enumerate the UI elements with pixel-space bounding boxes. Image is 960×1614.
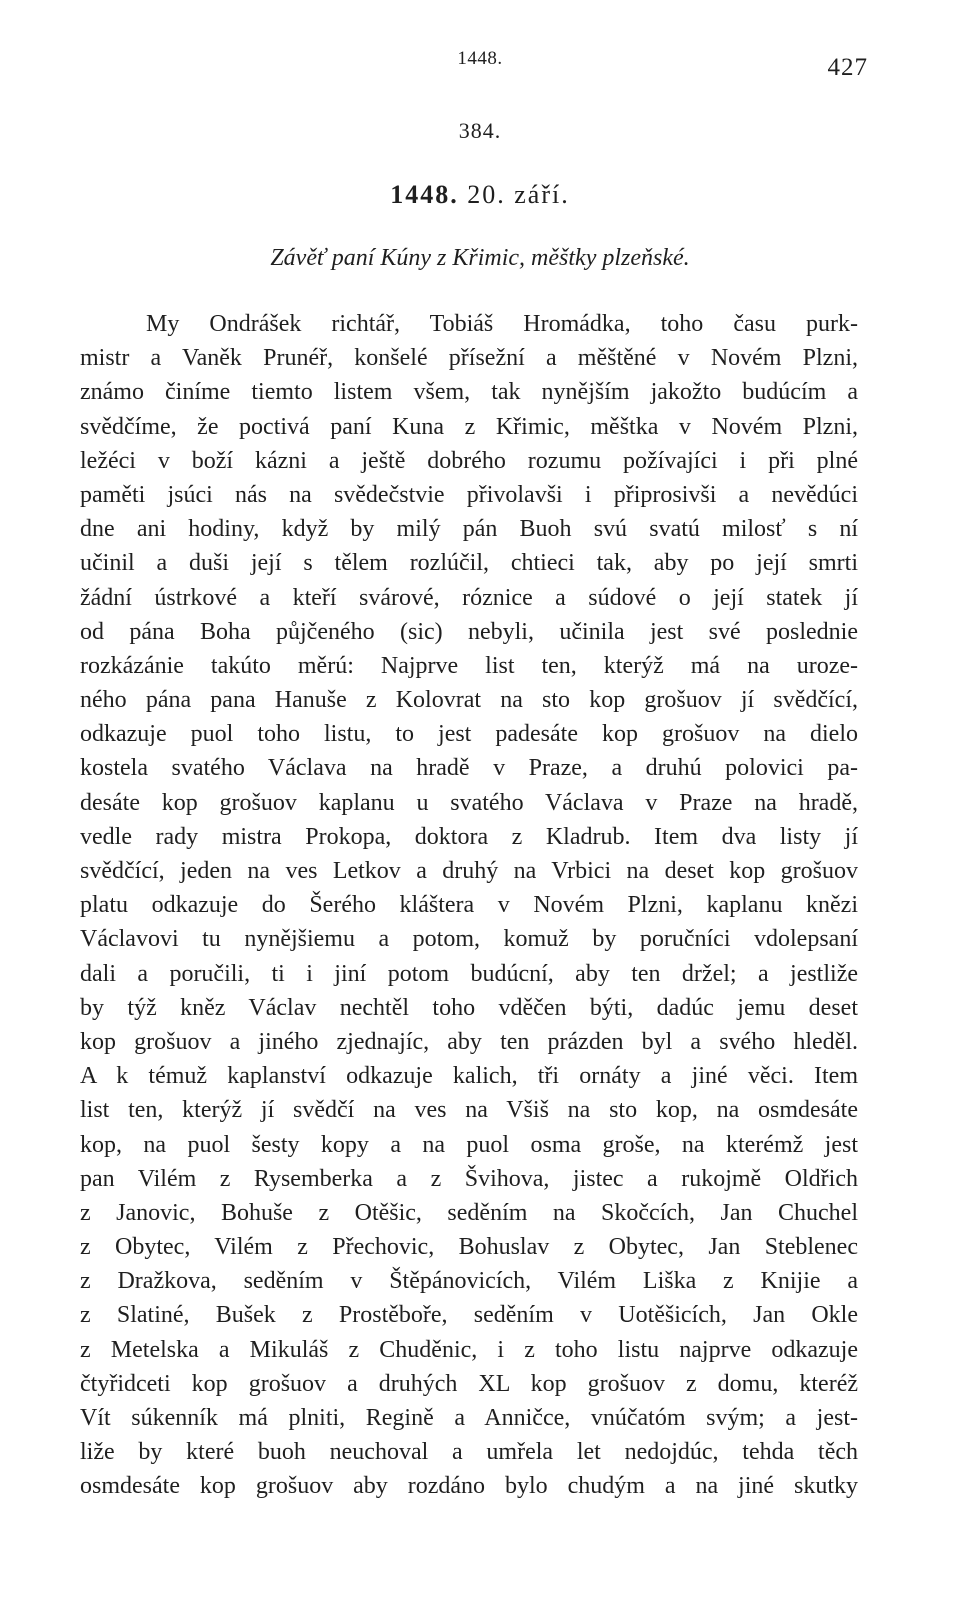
text-line: z Janovic, Bohuše z Otěšic, seděním na Skočcích, Jan Chuchel <box>80 1199 858 1226</box>
text-line: známo činíme tiemto listem všem, tak nynějším jakožto budúcím a <box>80 379 858 406</box>
document-date-year: 1448. <box>390 180 459 209</box>
text-line: z Dražkova, seděním v Štěpánovicích, Vilém Liška z Knijie a <box>80 1268 858 1295</box>
text-line: čtyřidceti kop grošuov a druhých XL kop grošuov z domu, kteréž <box>80 1370 858 1397</box>
text-line: pan Vilém z Rysemberka a z Švihova, jistec a rukojmě Oldřich <box>80 1165 858 1192</box>
running-head <box>0 48 960 81</box>
text-line: Vít súkenník má plniti, Regině a Anničce, vnúčatóm svým; a jest- <box>80 1405 858 1431</box>
text-line: z Slatiné, Bušek z Prostěboře, seděním v Uotěšicích, Jan Okle <box>80 1302 858 1329</box>
text-line: ležéci v boží kázni a ještě dobrého rozumu požívajíci i při plné <box>80 447 858 474</box>
text-line: list ten, kterýž jí svědčí na ves na Všiš na sto kop, na osmdesáte <box>80 1097 858 1124</box>
document-title: Závěť paní Kúny z Křimic, měštky plzeňské. <box>270 245 690 271</box>
text-line: kop grošuov a jiného zjednajíc, aby ten prázden byl a svého hleděl. <box>80 1028 858 1055</box>
text-line: dali a poručili, ti i jiní potom budúcní, aby ten držel; a jestliže <box>80 960 858 987</box>
text-line: kostela svatého Václava na hradě v Praze, a druhú polovici pa- <box>80 755 858 782</box>
text-line: paměti jsúci nás na svědečstvie přivolavši i připrosivši a nevědúci <box>80 481 858 508</box>
text-line: osmdesáte kop grošuov aby rozdáno bylo chudým a na jiné skutky <box>80 1473 858 1500</box>
text-line: Václavovi tu nynějšiemu a potom, komuž by poručníci vdolepsaní <box>80 926 858 953</box>
text-line: odkazuje puol toho listu, to jest padesáte kop grošuov na dielo <box>80 721 858 748</box>
text-line: ného pána pana Hanuše z Kolovrat na sto kop grošuov jí svědčící, <box>80 687 858 714</box>
text-line: by týž kněz Václav nechtěl toho vděčen býti, dadúc jemu deset <box>80 994 858 1021</box>
text-line: žádní ústrkové a kteří svárové, róznice a súdové o její statek jí <box>80 584 858 611</box>
text-line: z Obytec, Vilém z Přechovic, Bohuslav z Obytec, Jan Steblenec <box>80 1234 858 1261</box>
text-line: svědčící, jeden na ves Letkov a druhý na Vrbici na deset kop grošuov <box>80 858 858 884</box>
document-body <box>80 307 858 1504</box>
text-line: vedle rady mistra Prokopa, doktora z Kladrub. Item dva listy jí <box>80 823 858 850</box>
document-number: 384. <box>458 118 502 143</box>
text-line: od pána Boha půjčeného (sic) nebyli, učinila jest své poslednie <box>80 618 858 645</box>
text-line: dne ani hodiny, když by milý pán Buoh svú svatú milosť s ní <box>80 516 858 543</box>
text-line: platu odkazuje do Šerého kláštera v Novém Plzni, kaplanu knězi <box>80 892 858 919</box>
text-line: kop, na puol šesty kopy a na puol osma groše, na kterémž jest <box>80 1131 858 1158</box>
text-line: učinil a duši její s tělem rozlúčil, chtieci tak, aby po její smrti <box>80 550 858 577</box>
text-line: z Metelska a Mikuláš z Chuděnic, i z toho listu najprve odkazuje <box>80 1336 858 1363</box>
running-head-year: 1448. <box>457 48 503 69</box>
text-line: liže by které buoh neuchoval a umřela let nedojdúc, tehda těch <box>80 1439 858 1466</box>
text-line: rozkázánie takúto měrú: Najprve list ten, kterýž má na uroze- <box>80 652 858 679</box>
document-date-day-month: 20. září. <box>467 180 570 209</box>
text-line: mistr a Vaněk Prunéř, konšelé přísežní a měštěné v Novém Plzni, <box>80 345 858 372</box>
text-line: desáte kop grošuov kaplanu u svatého Václava v Praze na hradě, <box>80 789 858 816</box>
text-line: A k témuž kaplanství odkazuje kalich, tři ornáty a jiné věci. Item <box>80 1063 858 1090</box>
page-number: 427 <box>827 54 868 81</box>
text-line: svědčíme, že poctivá paní Kuna z Křimic, měštka v Novém Plzni, <box>80 413 858 440</box>
text-line: My Ondrášek richtář, Tobiáš Hromádka, toho času purk- <box>146 311 858 337</box>
document-date <box>0 180 960 210</box>
